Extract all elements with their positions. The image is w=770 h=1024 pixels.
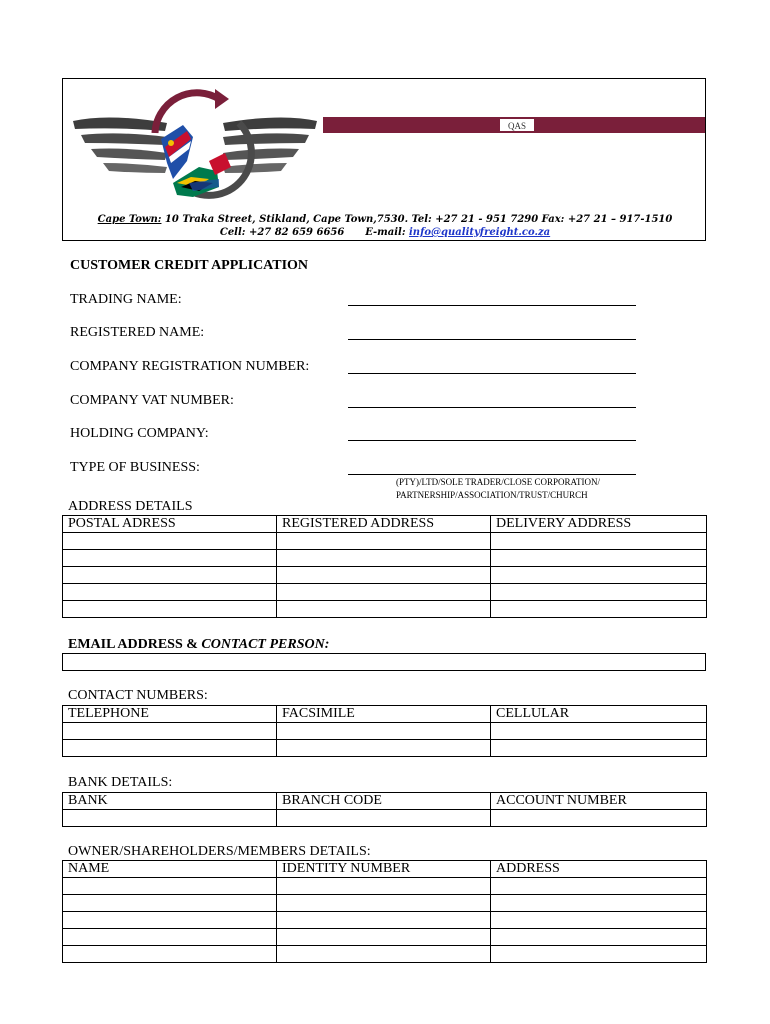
business-type-label: TYPE OF BUSINESS: bbox=[70, 460, 200, 475]
table-cell[interactable] bbox=[277, 584, 491, 601]
table-row bbox=[63, 567, 707, 584]
registered-name-field[interactable] bbox=[348, 339, 636, 340]
branch-code-header: BRANCH CODE bbox=[277, 793, 491, 810]
contact-section-title: CONTACT NUMBERS: bbox=[68, 688, 208, 703]
table-cell[interactable] bbox=[491, 912, 707, 929]
table-cell[interactable] bbox=[63, 550, 277, 567]
table-cell[interactable] bbox=[63, 584, 277, 601]
email-title-plain: EMAIL ADDRESS & bbox=[68, 637, 202, 652]
registered-address-header: REGISTERED ADDRESS bbox=[277, 516, 491, 533]
table-row bbox=[63, 740, 707, 757]
form-title: CUSTOMER CREDIT APPLICATION bbox=[70, 258, 309, 273]
table-cell[interactable] bbox=[277, 810, 491, 827]
bank-table bbox=[62, 792, 707, 827]
email-contact-field[interactable] bbox=[63, 654, 706, 671]
table-header-row bbox=[63, 861, 707, 878]
registered-name-label: REGISTERED NAME: bbox=[70, 325, 205, 340]
table-cell[interactable] bbox=[277, 878, 491, 895]
city-label: Cape Town: bbox=[97, 214, 162, 225]
table-cell[interactable] bbox=[491, 723, 707, 740]
name-header: NAME bbox=[63, 861, 277, 878]
table-cell[interactable] bbox=[63, 895, 277, 912]
email-link[interactable]: info@qualityfreight.co.za bbox=[409, 227, 551, 238]
table-cell[interactable] bbox=[277, 601, 491, 618]
table-row bbox=[63, 550, 707, 567]
table-cell[interactable] bbox=[277, 533, 491, 550]
registration-number-label: COMPANY REGISTRATION NUMBER: bbox=[70, 359, 310, 374]
postal-address-header: POSTAL ADRESS bbox=[63, 516, 277, 533]
table-cell[interactable] bbox=[277, 723, 491, 740]
table-cell[interactable] bbox=[491, 584, 707, 601]
table-cell[interactable] bbox=[491, 878, 707, 895]
table-cell[interactable] bbox=[491, 946, 707, 963]
business-type-hint-line2: PARTNERSHIP/ASSOCIATION/TRUST/CHURCH bbox=[396, 490, 588, 500]
table-cell[interactable] bbox=[63, 533, 277, 550]
vat-number-label: COMPANY VAT NUMBER: bbox=[70, 393, 234, 408]
owners-table bbox=[62, 860, 707, 963]
table-cell[interactable] bbox=[63, 723, 277, 740]
telephone-header: TELEPHONE bbox=[63, 706, 277, 723]
table-row bbox=[63, 584, 707, 601]
email-title-italic: CONTACT PERSON: bbox=[201, 637, 330, 652]
table-cell[interactable] bbox=[63, 567, 277, 584]
table-row bbox=[63, 533, 707, 550]
holding-company-field[interactable] bbox=[348, 440, 636, 441]
business-type-field[interactable] bbox=[348, 474, 636, 475]
table-cell[interactable] bbox=[491, 567, 707, 584]
business-type-hint-line1: (PTY)/LTD/SOLE TRADER/CLOSE CORPORATION/ bbox=[396, 477, 601, 487]
table-cell[interactable] bbox=[63, 946, 277, 963]
table-row bbox=[63, 654, 706, 671]
email-table bbox=[62, 653, 706, 671]
table-cell[interactable] bbox=[63, 878, 277, 895]
bank-section-title: BANK DETAILS: bbox=[68, 775, 173, 790]
table-cell[interactable] bbox=[491, 929, 707, 946]
table-cell[interactable] bbox=[277, 929, 491, 946]
table-row bbox=[63, 810, 707, 827]
table-row bbox=[63, 601, 707, 618]
trading-name-field[interactable] bbox=[348, 305, 636, 306]
address-table bbox=[62, 515, 707, 618]
vat-number-field[interactable] bbox=[348, 407, 636, 408]
table-cell[interactable] bbox=[63, 740, 277, 757]
contact-table bbox=[62, 705, 707, 757]
table-cell[interactable] bbox=[491, 533, 707, 550]
table-cell[interactable] bbox=[277, 946, 491, 963]
table-cell[interactable] bbox=[277, 912, 491, 929]
table-cell[interactable] bbox=[63, 929, 277, 946]
table-header-row bbox=[63, 706, 707, 723]
business-type-hint bbox=[396, 476, 600, 502]
table-row bbox=[63, 929, 707, 946]
table-row bbox=[63, 895, 707, 912]
table-row bbox=[63, 723, 707, 740]
letterhead bbox=[62, 78, 706, 241]
address-text: 10 Traka Street, Stikland, Cape Town,7530. Tel: +27 21 - 951 7290 Fax: +27 21 – 917-1510 bbox=[161, 214, 673, 225]
table-row bbox=[63, 946, 707, 963]
table-header-row bbox=[63, 793, 707, 810]
table-cell[interactable] bbox=[277, 740, 491, 757]
table-cell[interactable] bbox=[63, 810, 277, 827]
table-cell[interactable] bbox=[277, 567, 491, 584]
table-cell[interactable] bbox=[491, 810, 707, 827]
facsimile-header: FACSIMILE bbox=[277, 706, 491, 723]
table-cell[interactable] bbox=[491, 550, 707, 567]
holding-company-label: HOLDING COMPANY: bbox=[70, 426, 209, 441]
table-cell[interactable] bbox=[63, 601, 277, 618]
trading-name-label: TRADING NAME: bbox=[70, 292, 182, 307]
table-cell[interactable] bbox=[277, 550, 491, 567]
table-header-row bbox=[63, 516, 707, 533]
identity-number-header: IDENTITY NUMBER bbox=[277, 861, 491, 878]
owners-section-title: OWNER/SHAREHOLDERS/MEMBERS DETAILS: bbox=[68, 844, 371, 859]
delivery-address-header: DELIVERY ADDRESS bbox=[491, 516, 707, 533]
address-line bbox=[63, 214, 707, 225]
owner-address-header: ADDRESS bbox=[491, 861, 707, 878]
email-label: E-mail: bbox=[365, 227, 406, 238]
table-cell[interactable] bbox=[491, 895, 707, 912]
table-cell[interactable] bbox=[491, 740, 707, 757]
table-row bbox=[63, 912, 707, 929]
table-cell[interactable] bbox=[63, 912, 277, 929]
company-logo bbox=[69, 83, 321, 203]
cell-number: Cell: +27 82 659 6656 bbox=[219, 227, 345, 238]
table-cell[interactable] bbox=[491, 601, 707, 618]
bank-header: BANK bbox=[63, 793, 277, 810]
table-row bbox=[63, 878, 707, 895]
account-number-header: ACCOUNT NUMBER bbox=[491, 793, 707, 810]
contact-line bbox=[63, 227, 707, 238]
email-section-title bbox=[68, 637, 329, 653]
cellular-header: CELLULAR bbox=[491, 706, 707, 723]
registration-number-field[interactable] bbox=[348, 373, 636, 374]
qas-badge: QAS bbox=[499, 118, 535, 132]
address-section-title: ADDRESS DETAILS bbox=[68, 499, 193, 514]
table-cell[interactable] bbox=[277, 895, 491, 912]
